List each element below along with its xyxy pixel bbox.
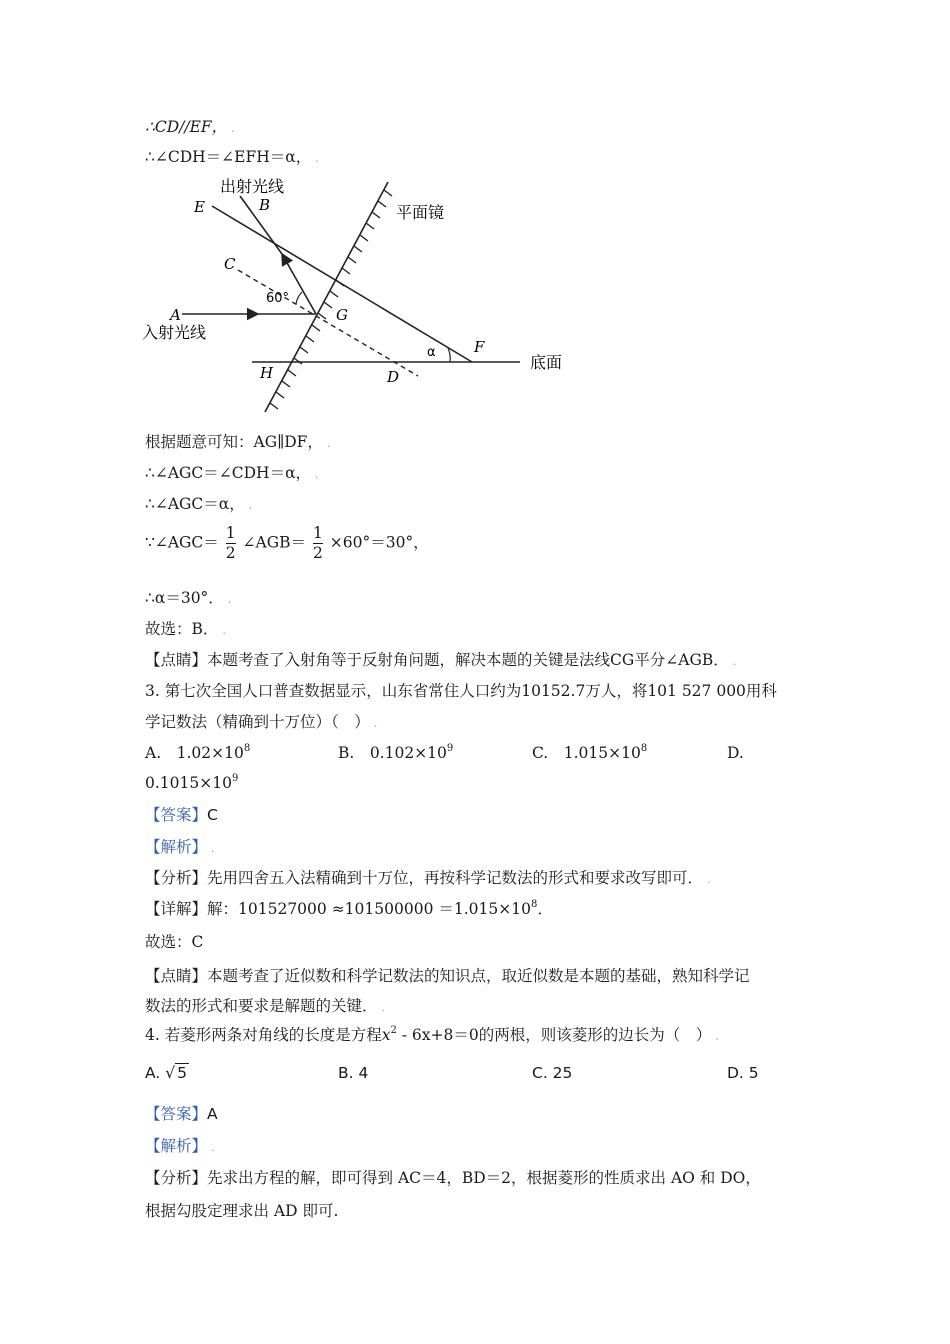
sqrt-symbol: √ 5 [165, 1064, 187, 1082]
line-dianjing-q2: 【点睛】本题考查了入射角等于反射角问题，解决本题的关键是法线CG平分∠AGB． . [145, 651, 737, 669]
q3-option-d-value: $0.1015\times 10^9$ [145, 773, 239, 792]
label-mirror: 平面镜 [396, 203, 445, 222]
q4-option-d: D. 5 [727, 1064, 759, 1082]
label-bottom: 底面 [530, 353, 563, 372]
label-chushe: 出射光线 [220, 177, 285, 196]
alpha-label: α [427, 345, 436, 360]
q3-note-line1: 【点睛】本题考查了近似数和科学记数法的知识点，取近似数是本题的基础，熟知科学记 [145, 967, 750, 985]
q4-option-a: A. √ 5 [145, 1064, 187, 1082]
label-rushe: 入射光线 [142, 323, 207, 342]
line-cd-parallel-ef: ∴CD//EF， . [145, 118, 235, 136]
point-d: D [387, 368, 400, 386]
q4-analysis-line2: 根据勾股定理求出 AD 即可. [145, 1202, 339, 1220]
point-a: A [170, 306, 181, 324]
alpha-arc [448, 348, 450, 362]
q4-answer: 【答案】A [145, 1105, 218, 1123]
point-f: F [474, 338, 485, 356]
q4-jiexi: 【解析】 . [145, 1137, 215, 1155]
q4-stem: 4. 若菱形两条对角线的长度是方程$x^2 - 6x+8=0$的两根，则该菱形的边长为（ ） . [145, 1025, 719, 1044]
point-b: B [259, 196, 271, 214]
q3-choose: 故选：C [145, 933, 204, 951]
point-h: H [260, 364, 274, 382]
q3-detail: 【详解】解：$101527000 \approx 101500000 =1.015\times 10^8$． [145, 899, 553, 918]
line-angle-cdh: ∴∠CDH＝∠EFH＝α， . [145, 148, 319, 166]
fraction-one-half-2: $\frac{1}{2}$ [312, 524, 323, 562]
line-ag-parallel-df: 根据题意可知：AG∥DF， . [145, 433, 331, 451]
q3-stem-line2: 学记数法（精确到十万位）（ ） . [145, 713, 378, 731]
mirror-figure [140, 172, 580, 420]
point-c: C [224, 255, 236, 273]
line-angle-agc-alpha: ∴∠AGC＝α， . [145, 495, 253, 513]
q3-option-a: A. $1.02\times 10^8$ [145, 743, 251, 762]
q4-option-c: C. 25 [532, 1064, 573, 1082]
q3-option-c: C. $1.015\times 10^8$ [532, 743, 648, 762]
fraction-one-half: $\frac{1}{2}$ [225, 524, 236, 562]
q3-analysis: 【分析】先用四舍五入法精确到十万位，再按科学记数法的形式和要求改写即可． . [145, 869, 711, 887]
line-angle-agc-cdh: ∴∠AGC＝∠CDH＝α， . [145, 464, 319, 482]
line-ef [212, 206, 472, 362]
q3-note-line2: 数法的形式和要求是解题的关键． . [145, 997, 386, 1015]
point-g: G [336, 306, 348, 324]
q3-jiexi: 【解析】 . [145, 838, 215, 856]
point-e: E [194, 198, 205, 216]
angle-60-label: 60° [266, 291, 290, 306]
q3-option-b: B. $0.102\times 10^9$ [338, 743, 454, 762]
q3-answer: 【答案】C [145, 806, 218, 824]
line-half-angle-agb: ∵∠AGC＝ $\frac{1}{2}$ ∠AGB＝ $\frac{1}{2}$ ×60°＝30°， [145, 524, 429, 562]
angle-60-arc [296, 292, 302, 304]
q4-analysis-line1: 【分析】先求出方程的解，即可得到 AC＝4，BD＝2，根据菱形的性质求出 AO 和 DO， [145, 1169, 761, 1187]
line-alpha-30: ∴α＝30°． . [145, 589, 232, 607]
q3-stem-line1: 3. 第七次全国人口普查数据显示，山东省常住人口约为10152.7万人，将101 527 000用科 [145, 682, 777, 700]
normal-cd [238, 270, 418, 376]
line-choose-b: 故选：B． . [145, 620, 226, 638]
q3-option-d: D. [727, 744, 744, 762]
q4-option-b: B. 4 [338, 1064, 369, 1082]
